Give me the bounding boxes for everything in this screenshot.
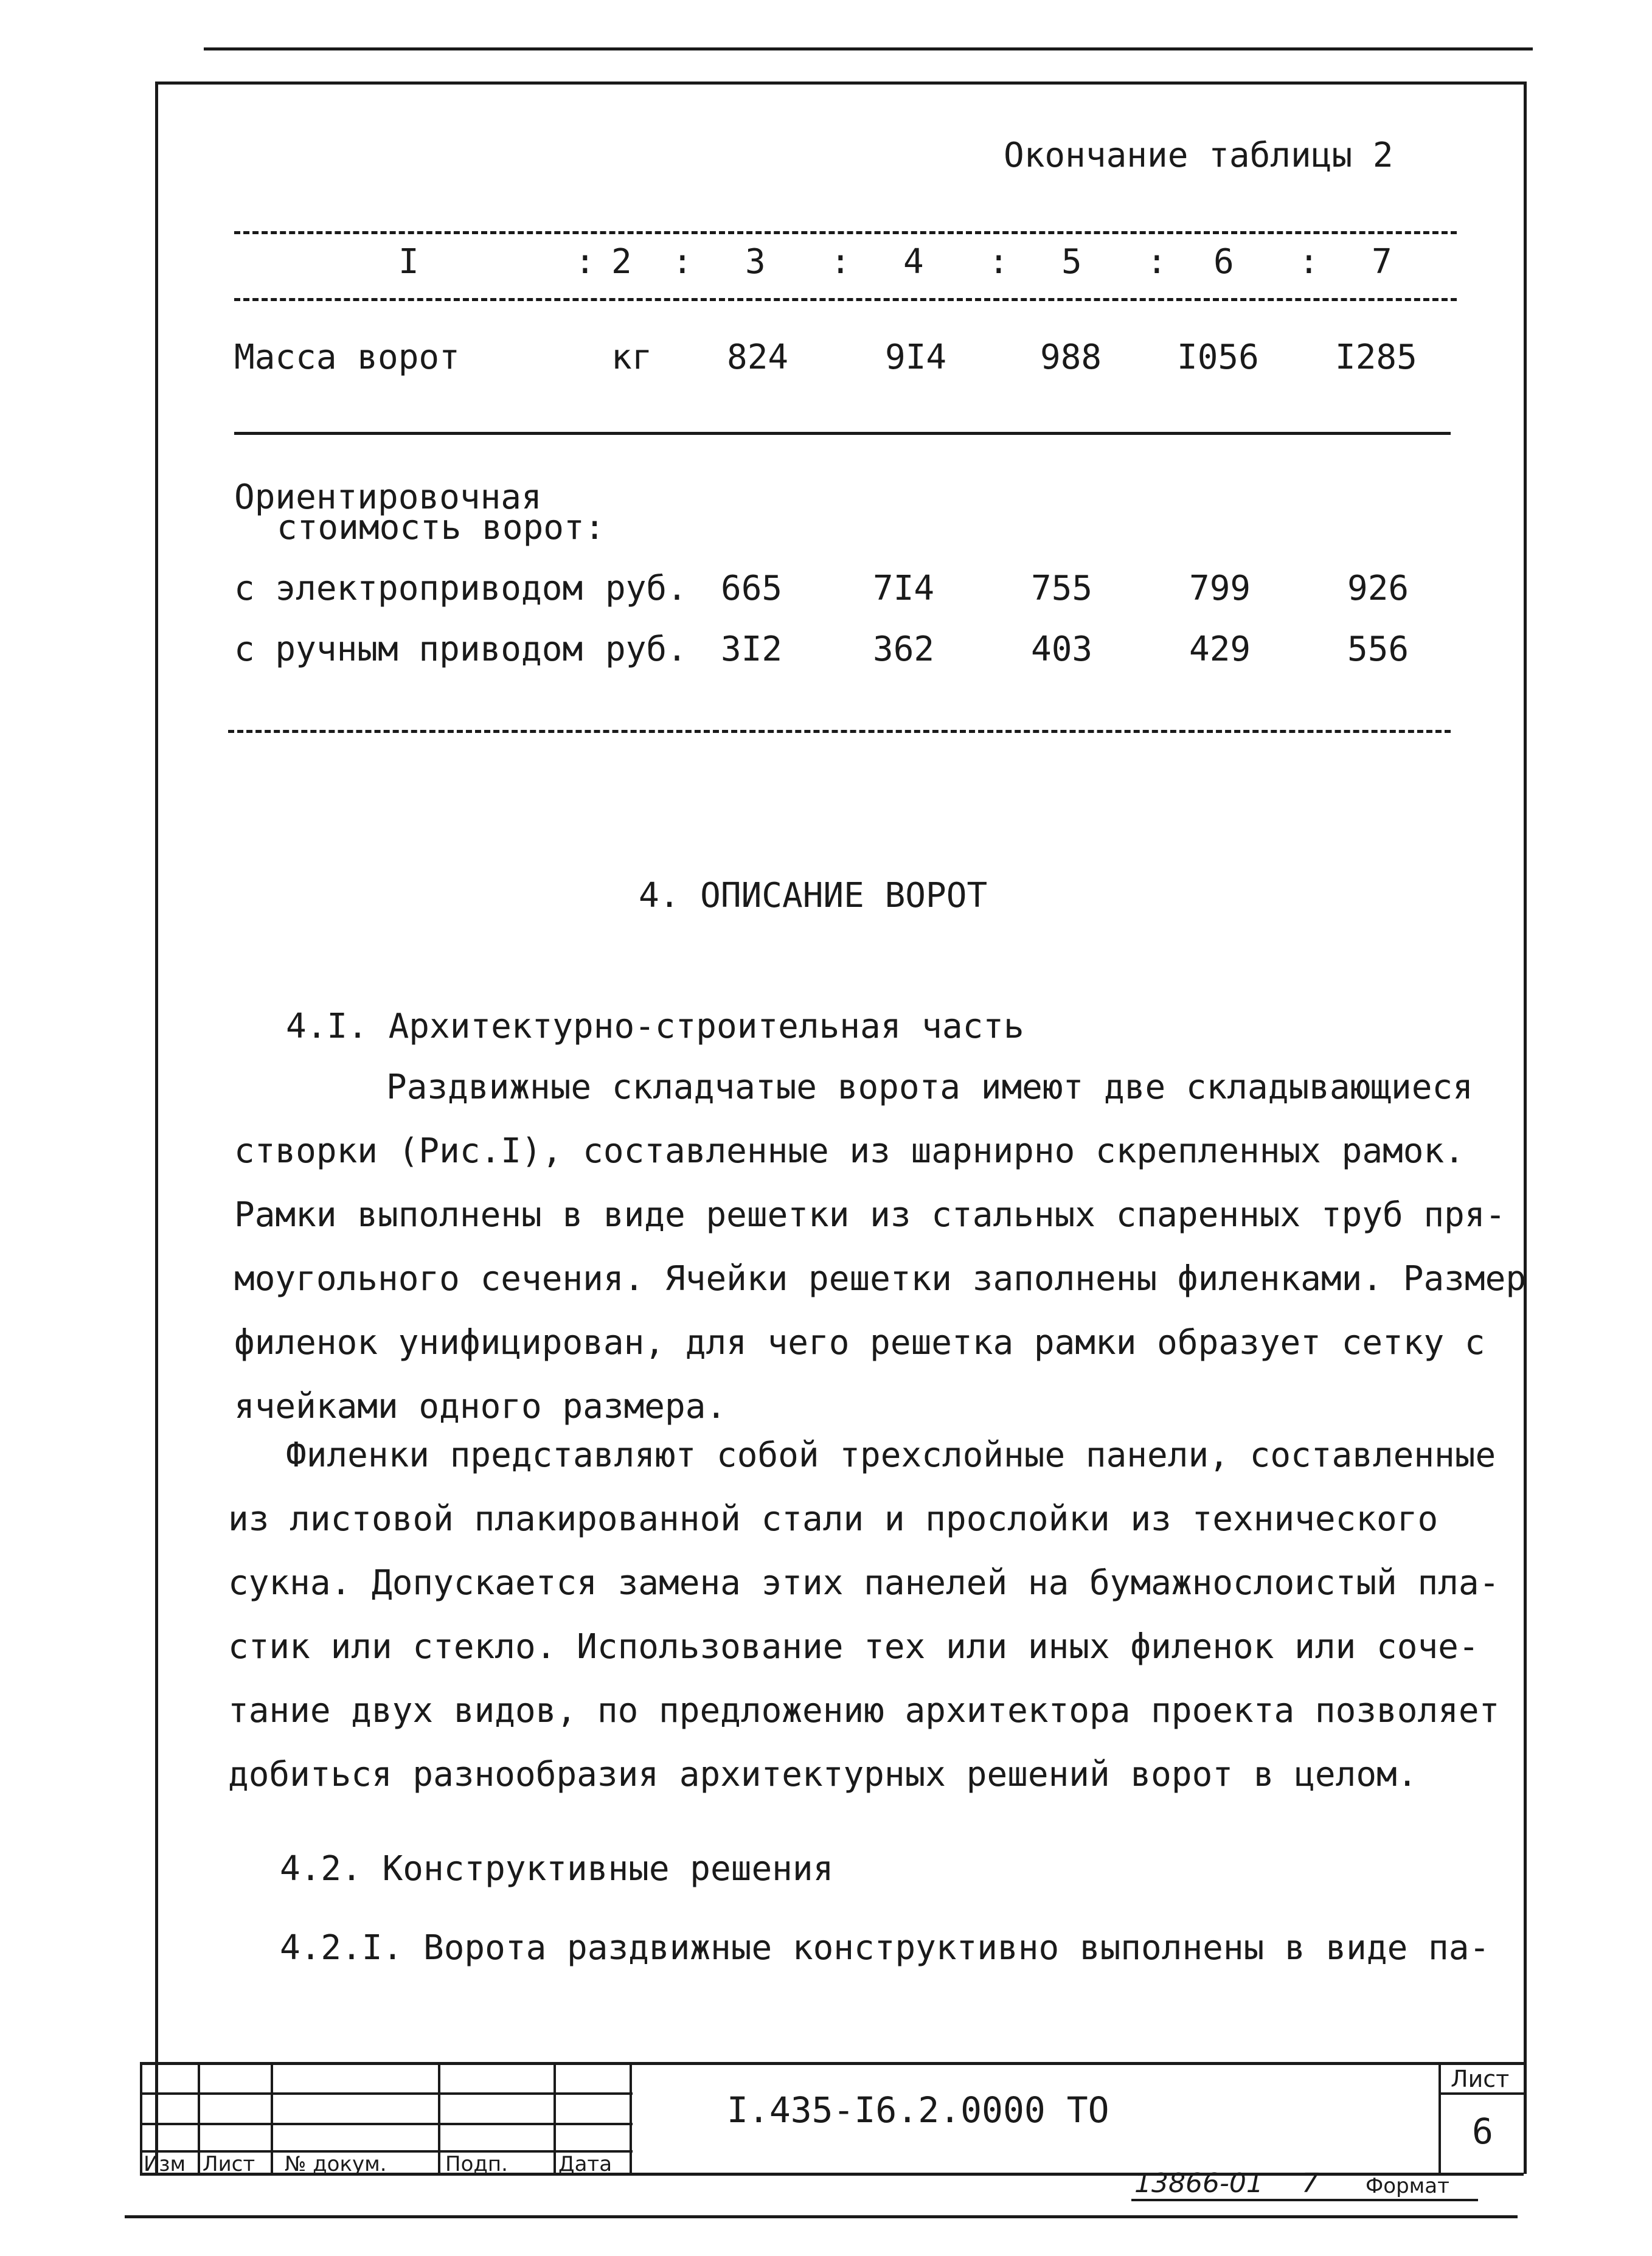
table-mid-rule [234,432,1451,435]
stamp-row-rule [140,2092,633,2095]
stamp-col [271,2062,273,2174]
paragraph-line: филенок унифицирован, для чего решетка рамки образует сетку с [234,1323,1485,1362]
paragraph-line: стик или стекло. Использование тех или иных филенок или соче- [228,1627,1479,1667]
cell-value: 799 [1189,569,1251,608]
header-col-6: 6 [1213,242,1234,282]
row-unit: руб. [605,569,687,608]
cost-title-line-2: стоимость ворот: [277,508,605,547]
subsection-heading: 4.2. Конструктивные решения [280,1849,834,1889]
table-header-bottom-rule [234,298,1457,301]
header-col-2: 2 [611,242,632,282]
paragraph [225,1423,1500,1807]
header-col-3: 3 [745,242,766,282]
table-bottom-rule [228,730,1451,733]
stamp-label: № докум. [285,2152,387,2176]
header-col-7: 7 [1372,242,1392,282]
cost-title-line-1: Ориентировочная [234,477,542,517]
format-label: Формат [1366,2174,1449,2198]
copy-number: 7 [1302,2168,1319,2199]
cell-value: 7I4 [873,569,935,608]
sheet-label: Лист [1451,2066,1510,2092]
stamp-row-rule [140,2123,633,2125]
header-sep: : [575,242,595,282]
header-col-5: 5 [1061,242,1082,282]
cell-value: 3I2 [721,630,783,669]
paragraph-line: Рамки выполнены в виде решетки из стальных спаренных труб пря- [234,1195,1506,1235]
cell-value: 362 [873,630,935,669]
stamp-label: Лист [203,2152,255,2176]
header-sep: : [672,242,693,282]
cell-value: 824 [727,338,789,377]
cell-value: 9I4 [885,338,947,377]
header-sep: : [1147,242,1167,282]
top-rule [204,47,1533,50]
paragraph-line: тание двух видов, по предложению архитектора проекта позволяет [228,1691,1500,1730]
paragraph-line: 4.2.I. Ворота раздвижные конструктивно выполнены в виде па- [280,1928,1490,1968]
row-label: с ручным приводом [234,630,583,669]
header-sep: : [830,242,851,282]
stamp-col [438,2062,440,2174]
cell-value: I056 [1177,338,1259,377]
paragraph-line: Раздвижные складчатые ворота имеют две складывающиеся [386,1067,1473,1107]
frame-top [155,82,1527,85]
header-col-4: 4 [903,242,924,282]
stamp-col [554,2062,556,2174]
stamp-col [198,2062,200,2174]
paragraph-line: Филенки представляют собой трехслойные панели, составленные [286,1435,1496,1475]
inventory-number: 13866-01 [1134,2168,1263,2199]
bottom-rule [125,2215,1518,2218]
sheet-label-rule [1439,2092,1524,2095]
row-label: с электроприводом [234,569,583,608]
row-label: Масса ворот [234,338,460,377]
table-caption: Окончание таблицы 2 [1004,136,1393,175]
cell-value: 665 [721,569,783,608]
cell-value: 755 [1031,569,1093,608]
frame-right [1524,82,1527,2174]
paragraph-line: ячейками одного размера. [234,1387,727,1426]
stamp-label: Дата [558,2152,613,2176]
row-unit: кг [611,338,653,377]
cell-value: I285 [1335,338,1417,377]
cell-value: 429 [1189,630,1251,669]
stamp-label: Изм [144,2152,186,2176]
cell-value: 403 [1031,630,1093,669]
subsection-heading: 4.I. Архитектурно-строительная часть [286,1007,1024,1046]
frame-left [155,82,158,2174]
stamp-col [1439,2062,1441,2174]
stamp-col [630,2062,632,2174]
table-header-top-rule [234,231,1457,234]
paragraph-line: сукна. Допускается замена этих панелей на бумажнослоистый пла- [228,1563,1500,1603]
paragraph-line: моугольного сечения. Ячейки решетки заполнены филенками. Размер [234,1259,1527,1299]
document-code: I.435-I6.2.0000 ТО [727,2089,1109,2131]
header-sep: : [988,242,1009,282]
cell-value: 556 [1347,630,1409,669]
cell-value: 988 [1040,338,1102,377]
cell-value: 926 [1347,569,1409,608]
paragraph-line: добиться разнообразия архитектурных решений ворот в целом. [228,1755,1418,1794]
row-unit: руб. [605,630,687,669]
footer-rule [1131,2199,1478,2201]
stamp-col [140,2062,142,2174]
section-heading: 4. ОПИСАНИЕ ВОРОТ [639,876,988,915]
paragraph-line: створки (Рис.I), составленные из шарнирно скрепленных рамок. [234,1131,1465,1171]
sheet-number: 6 [1472,2111,1493,2152]
paragraph [225,1055,1527,1439]
stamp-label: Подп. [445,2152,508,2176]
paragraph-line: из листовой плакированной стали и прослойки из технического [228,1499,1439,1539]
stamp-top-rule [140,2062,1524,2065]
header-col-1: I [398,242,419,282]
header-sep: : [1299,242,1319,282]
